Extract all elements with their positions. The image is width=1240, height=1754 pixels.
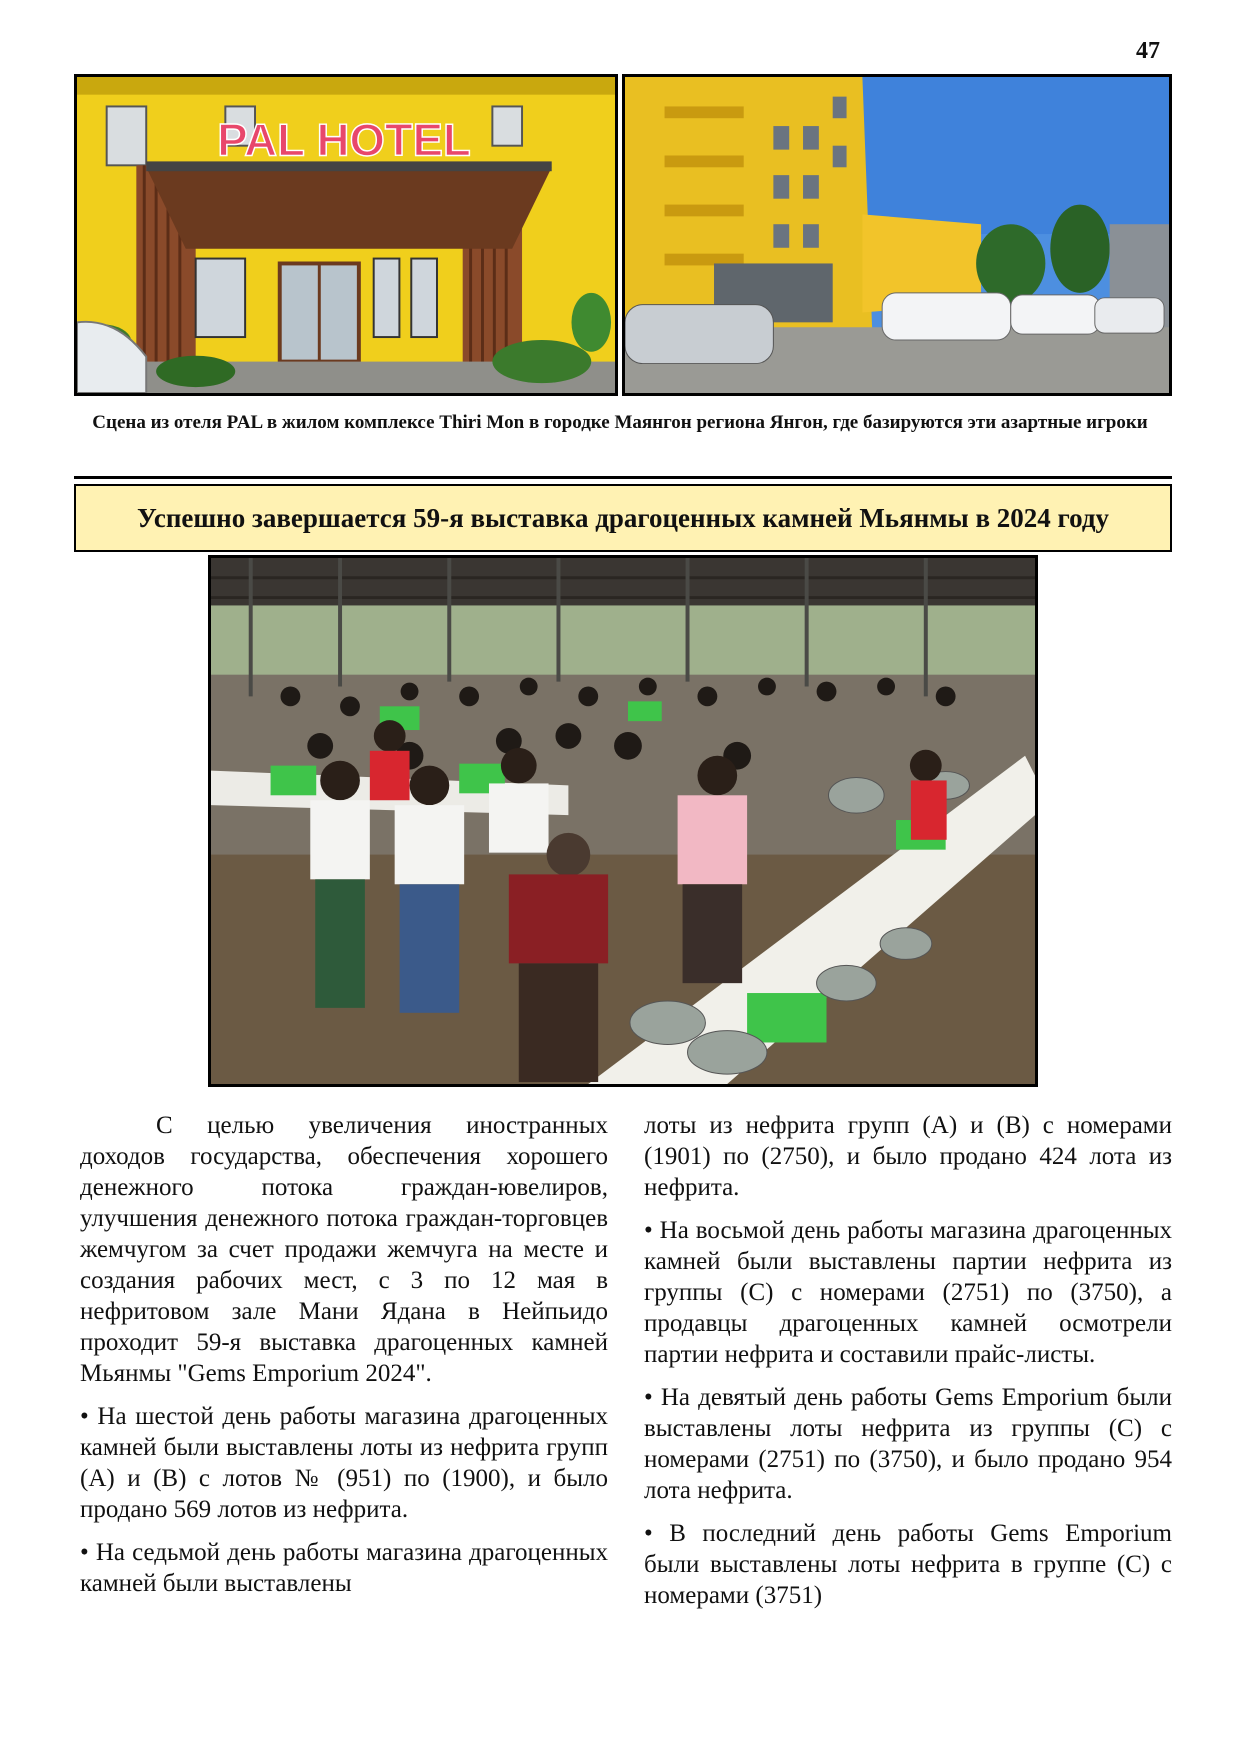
article-column-right: [644, 1110, 1172, 1623]
article-paragraph: • В последний день работы Gems Emporium были выставлены лоты нефрита в группе (C) с номерами (3751): [644, 1520, 1172, 1609]
article-paragraph: • На шестой день работы магазина драгоценных камней были выставлены лоты из нефрита групп (A) и (B) с лотов № (951) по (1900), и было продано 569 лотов из нефрита.: [80, 1403, 608, 1523]
section-divider: [74, 476, 1172, 479]
article-headline: Успешно завершается 59-я выставка драгоценных камней Мьянмы в 2024 году: [74, 484, 1172, 552]
article-paragraph: С целью увеличения иностранных доходов государства, обеспечения хорошего денежного потока граждан-ювелиров, улучшения денежного потока граждан-торговцев жемчугом за счет продажи жемчуга на месте и создания рабочих мест, с 3 по 12 мая в нефритовом зале Мани Ядана в Нейпьидо проходит 59-я выставка драгоценных камней Мьянмы "Gems Emporium 2024".: [80, 1112, 608, 1387]
hotel-side-photo: [622, 74, 1172, 396]
photo-caption: Сцена из отеля PAL в жилом комплексе Thiri Mon в городке Маянгон региона Янгон, где базируются эти азартные игроки: [92, 412, 1148, 433]
hotel-front-photo: [74, 74, 618, 396]
article-paragraph: • На седьмой день работы магазина драгоценных камней были выставлены: [80, 1539, 608, 1597]
page-number: 47: [1136, 38, 1160, 64]
exhibition-photo: [208, 555, 1038, 1087]
article-paragraph: • На девятый день работы Gems Emporium были выставлены лоты нефрита из группы (C) с номерами (2751) по (3750), и было продано 954 лота нефрита.: [644, 1384, 1172, 1504]
article-column-left: [80, 1110, 608, 1611]
hotel-sign-text: PAL HOTEL: [217, 114, 471, 166]
article-paragraph: лоты из нефрита групп (A) и (B) с номерами (1901) по (2750), и было продано 424 лота из нефрита.: [644, 1112, 1172, 1201]
article-paragraph: • На восьмой день работы магазина драгоценных камней были выставлены партии нефрита из группы (C) с номерами (2751) по (3750), а продавцы драгоценных камней осмотрели партии нефрита и составили прайс-листы.: [644, 1217, 1172, 1368]
